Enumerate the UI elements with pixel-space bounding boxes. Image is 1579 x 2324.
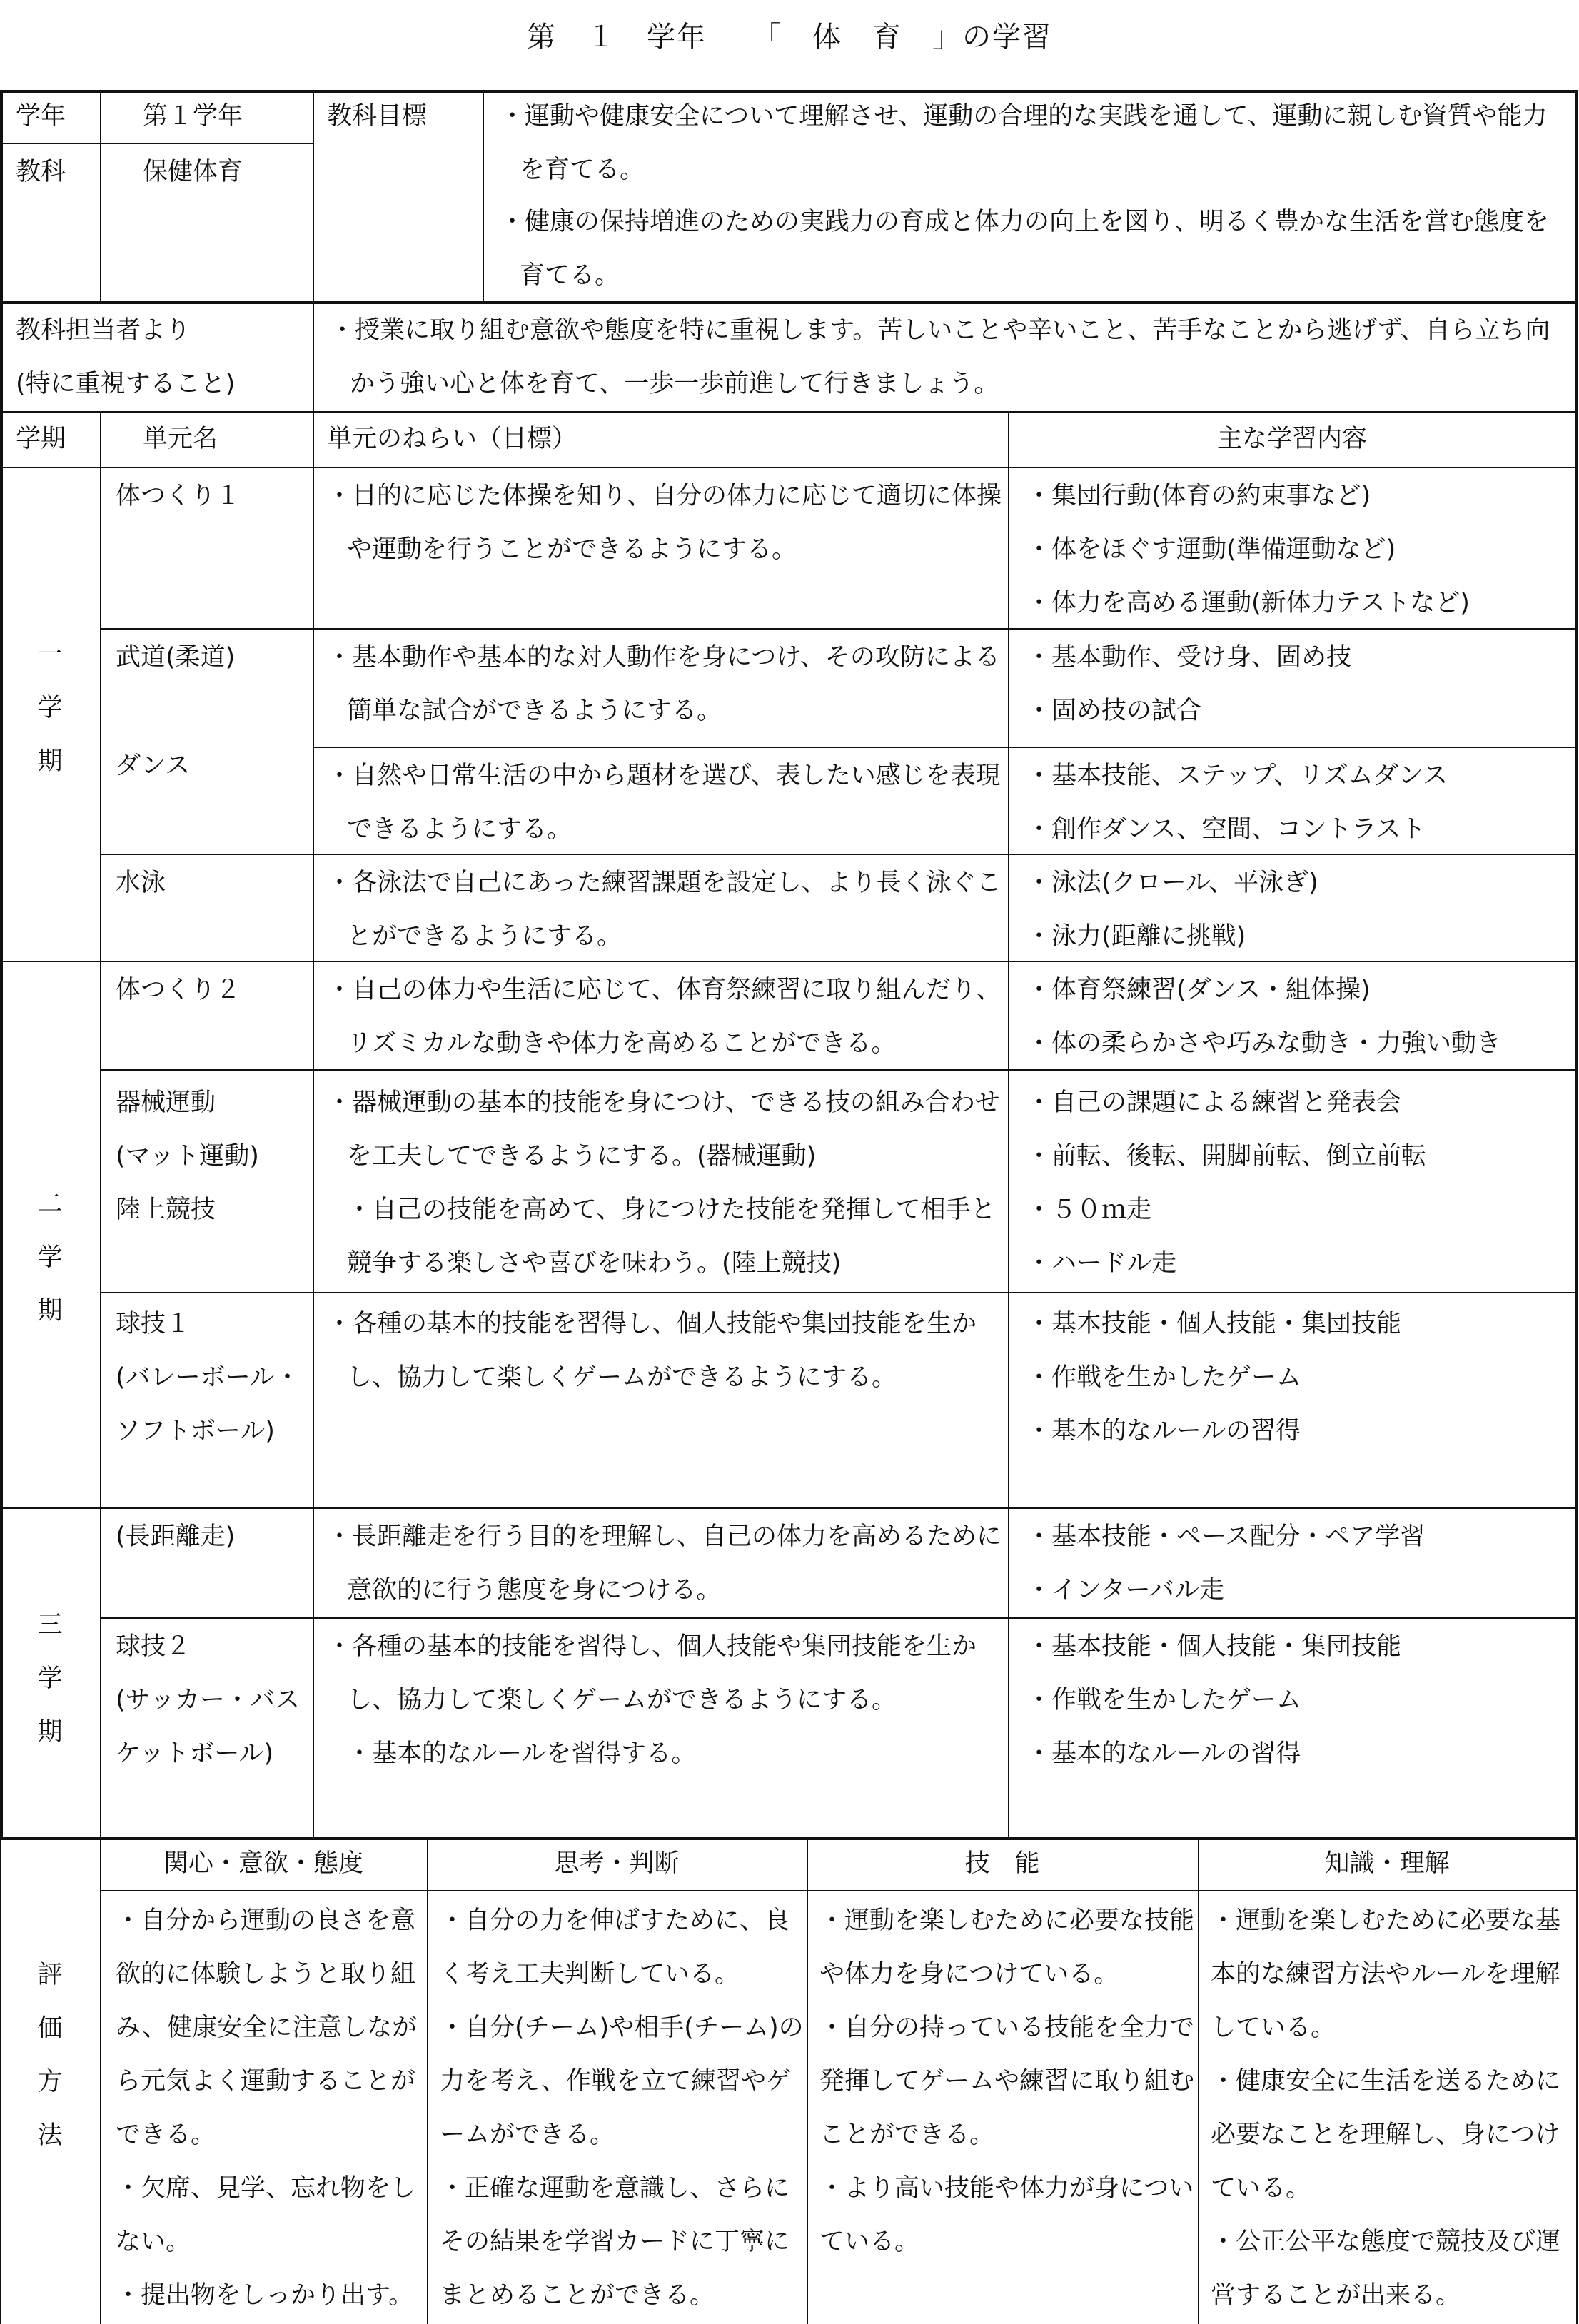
content-item: ・基本技能・個人技能・集団技能 [1026, 1310, 1402, 1338]
content-item: ・自己の課題による練習と発表会 [1026, 1088, 1402, 1117]
unit-aim: ・各種の基本的技能を習得し、個人技能や集団技能を生かし、協力して楽しくゲームができるようにする。 [327, 1310, 977, 1392]
content-item: ・５０ｍ走 [1026, 1196, 1152, 1224]
content-item: ・体育祭練習(ダンス・組体操) [1026, 976, 1371, 1004]
unit-aim: ・各泳法で自己にあった練習課題を設定し、より長く泳ぐことができるようにする。 [327, 869, 1002, 951]
content-item: ・固め技の試合 [1026, 697, 1202, 725]
evaluation-header: 思考・判断 [554, 1849, 680, 1878]
grade-value: 第１学年 [143, 102, 243, 131]
grade-label: 学年 [16, 102, 66, 131]
content-item: ・体をほぐす運動(準備運動など) [1026, 535, 1396, 564]
evaluation-cell: ・自分の力を伸ばすために、良く考え工夫判断している。 ・自分(チーム)や相手(チーム)の力を考え、作戦を立て練習やゲームができる。 ・正確な運動を意識し、さらにその結果を学習カードに丁寧にまとめることができる。 [440, 1906, 804, 2310]
content-item: ・作戦を生かしたゲーム [1026, 1363, 1302, 1392]
content-item: ・基本動作、受け身、固め技 [1026, 643, 1352, 672]
content-item: ・創作ダンス、空間、コントラスト [1026, 815, 1426, 844]
unit-name: 水泳 [116, 869, 166, 897]
unit-name: (長距離走) [116, 1522, 236, 1551]
content-item: ・体力を高める運動(新体力テストなど) [1026, 589, 1470, 617]
column-aim: 単元のねらい（目標） [327, 425, 577, 453]
unit-name: 球技１ (バレーボール・ソフトボール) [116, 1310, 300, 1445]
content-item: ・基本的なルールの習得 [1026, 1739, 1301, 1768]
unit-aim: ・自然や日常生活の中から題材を選び、表したい感じを表現できるようにする。 [327, 762, 1001, 844]
page-title: 第 １ 学年 「 体 育 」の学習 [527, 21, 1052, 54]
term-2-label: 二 学 期 [37, 1190, 63, 1325]
content-item: ・泳法(クロール、平泳ぎ) [1026, 869, 1318, 897]
content-item: ・インターバル走 [1026, 1576, 1224, 1605]
goal-item-1: ・運動や健康安全について理解させ、運動の合理的な実践を通して、運動に親しむ資質や能力を育てる。 [500, 102, 1548, 184]
unit-aim: ・自己の体力や生活に応じて、体育祭練習に取り組んだり、リズミカルな動きや体力を高めることができる。 [327, 976, 1002, 1058]
unit-aim: ・目的に応じた体操を知り、自分の体力に応じて適切に体操や運動を行うことができるようにする。 [327, 482, 1002, 564]
goal-label: 教科目標 [327, 102, 428, 131]
content-item: ・集団行動(体育の約束事など) [1026, 482, 1371, 510]
column-unit: 単元名 [143, 425, 218, 453]
content-item: ・基本技能、ステップ、リズムダンス [1026, 762, 1448, 790]
evaluation-cell: ・運動を楽しむために必要な基本的な練習方法やルールを理解している。 ・健康安全に生活を送るために必要なことを理解し、身につけている。 ・公正公平な態度で競技及び運営することが出来る。 [1211, 1906, 1561, 2310]
teacher-note-text: ・授業に取り組む意欲や態度を特に重視します。苦しいことや辛いこと、苦手なことから逃げず、自ら立ち向かう強い心と体を育て、一歩一歩前進して行きましょう。 [330, 316, 1550, 398]
unit-name: 球技２ (サッカー・バスケットボール) [116, 1632, 300, 1768]
unit-name: ダンス [116, 752, 191, 780]
content-item: ・基本技能・個人技能・集団技能 [1026, 1632, 1402, 1661]
teacher-note-label-1: 教科担当者より [16, 316, 191, 345]
evaluation-cell: ・自分から運動の良さを意欲的に体験しようと取り組み、健康安全に注意しながら元気よく運動することができる。 ・欠席、見学、忘れ物をしない。 ・提出物をしっかり出す。 [116, 1906, 418, 2310]
unit-name: 器械運動 (マット運動) 陸上競技 [116, 1088, 259, 1224]
unit-name: 武道(柔道) [116, 643, 236, 672]
evaluation-header: 知識・理解 [1324, 1849, 1450, 1878]
content-item: ・基本技能・ペース配分・ペア学習 [1026, 1522, 1426, 1551]
content-item: ・泳力(距離に挑戦) [1026, 922, 1246, 951]
unit-aim: ・器械運動の基本的技能を身につけ、できる技の組み合わせを工夫してできるようにする。(器械運動) ・自己の技能を高めて、身につけた技能を発揮して相手と競争する楽しさや喜びを味わう。(陸上競技) [327, 1088, 1000, 1278]
evaluation-label: 評 価 方 法 [37, 1961, 63, 2150]
content-item: ・体の柔らかさや巧みな動き・力強い動き [1026, 1029, 1502, 1058]
evaluation-header: 関心・意欲・態度 [163, 1849, 363, 1878]
unit-aim: ・各種の基本的技能を習得し、個人技能や集団技能を生かし、協力して楽しくゲームができるようにする。 ・基本的なルールを習得する。 [327, 1632, 977, 1768]
content-item: ・作戦を生かしたゲーム [1026, 1686, 1302, 1714]
unit-aim: ・長距離走を行う目的を理解し、自己の体力を高めるために意欲的に行う態度を身につける。 [327, 1522, 1002, 1605]
subject-label: 教科 [16, 158, 66, 186]
term-1-label-char-1: 一 学 期 [37, 640, 63, 776]
evaluation-header: 技 能 [964, 1849, 1040, 1878]
content-item: ・基本的なルールの習得 [1026, 1417, 1301, 1445]
evaluation-cell: ・運動を楽しむために必要な技能や体力を身につけている。 ・自分の持っている技能を全力で発揮してゲームや練習に取り組むことができる。 ・より高い技能や体力が身についている。 [819, 1906, 1195, 2256]
teacher-note-label-2: (特に重視すること) [16, 370, 236, 398]
content-item: ・ハードル走 [1026, 1249, 1177, 1278]
content-item: ・前転、後転、開脚前転、倒立前転 [1026, 1142, 1427, 1171]
column-content: 主な学習内容 [1216, 425, 1367, 453]
unit-aim: ・基本動作や基本的な対人動作を身につけ、その攻防による簡単な試合ができるようにする。 [327, 643, 1000, 725]
subject-value: 保健体育 [143, 158, 243, 186]
unit-name: 体つくり１ [116, 482, 241, 510]
term-3-label: 三 学 期 [37, 1611, 63, 1747]
unit-name: 体つくり２ [116, 976, 241, 1004]
goal-item-2: ・健康の保持増進のための実践力の育成と体力の向上を図り、明るく豊かな生活を営む態度を育てる。 [500, 208, 1550, 290]
column-term: 学期 [16, 425, 66, 453]
